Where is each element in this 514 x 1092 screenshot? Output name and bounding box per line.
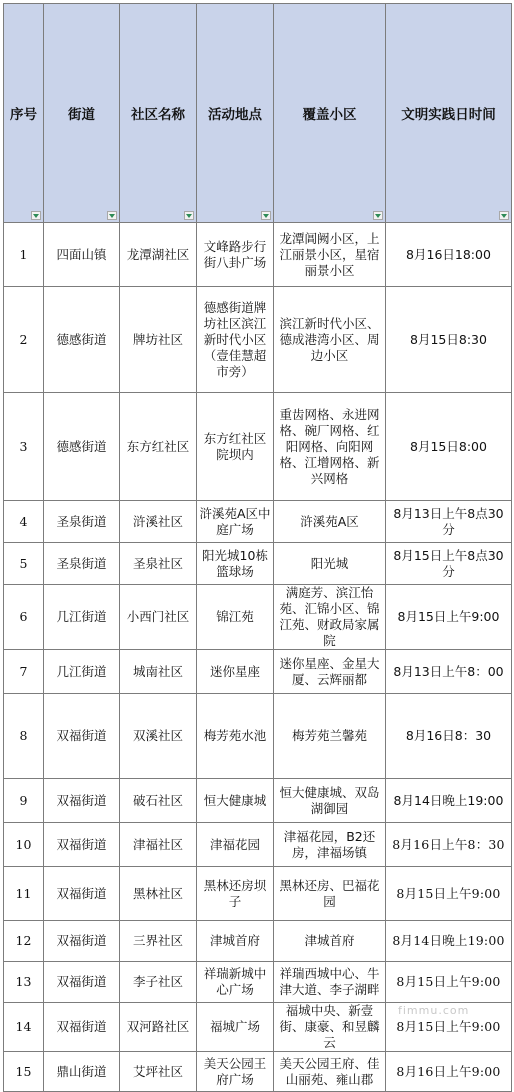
table-row[interactable] [4, 867, 512, 921]
header-cell-street[interactable] [44, 4, 120, 223]
cell-coverage[interactable]: 浒溪苑A区 [274, 501, 386, 543]
cell-venue[interactable]: 祥瑞新城中心广场 [197, 962, 274, 1003]
cell-venue[interactable]: 浒溪苑A区中庭广场 [197, 501, 274, 543]
filter-dropdown-icon[interactable] [31, 211, 41, 220]
cell-street[interactable]: 双福街道 [44, 962, 120, 1003]
cell-venue[interactable]: 文峰路步行街八卦广场 [197, 223, 274, 287]
cell-time[interactable]: 8月14日晚上19:00 [386, 921, 512, 962]
cell-street[interactable]: 几江街道 [44, 585, 120, 650]
cell-seq[interactable]: 4 [4, 501, 44, 543]
header-label: 覆盖小区 [302, 107, 357, 123]
cell-community[interactable]: 津福社区 [120, 823, 197, 867]
cell-venue[interactable]: 德感街道牌坊社区滨江新时代小区（壹佳慧超市旁） [197, 287, 274, 393]
cell-time[interactable]: 8月15日8:00 [386, 393, 512, 501]
cell-coverage[interactable]: 福城中央、新壹街、康豪、和昱麟云 [274, 1003, 386, 1052]
cell-street[interactable]: 双福街道 [44, 867, 120, 921]
cell-street[interactable]: 几江街道 [44, 650, 120, 694]
cell-street[interactable]: 四面山镇 [44, 223, 120, 287]
cell-community[interactable]: 李子社区 [120, 962, 197, 1003]
header-label: 社区名称 [131, 107, 185, 123]
header-label: 活动地点 [208, 107, 262, 123]
cell-venue[interactable]: 阳光城10栋篮球场 [197, 543, 274, 585]
cell-street[interactable]: 双福街道 [44, 779, 120, 823]
cell-community[interactable]: 双溪社区 [120, 694, 197, 779]
cell-seq[interactable]: 3 [4, 393, 44, 501]
cell-community[interactable]: 黑林社区 [120, 867, 197, 921]
cell-street[interactable]: 双福街道 [44, 921, 120, 962]
cell-time[interactable]: 8月15日上午8点30分 [386, 543, 512, 585]
header-label: 文明实践日时间 [401, 107, 496, 123]
cell-community[interactable]: 龙潭湖社区 [120, 223, 197, 287]
cell-time[interactable]: 8月15日上午9:00 [386, 1003, 512, 1052]
cell-time[interactable]: 8月13日上午8点30分 [386, 501, 512, 543]
cell-venue[interactable]: 福城广场 [197, 1003, 274, 1052]
header-row [4, 4, 512, 223]
header-label: 序号 [10, 107, 37, 123]
cell-community[interactable]: 破石社区 [120, 779, 197, 823]
header-cell-venue[interactable] [197, 4, 274, 223]
cell-community[interactable]: 三界社区 [120, 921, 197, 962]
cell-seq[interactable]: 10 [4, 823, 44, 867]
cell-seq[interactable]: 9 [4, 779, 44, 823]
cell-coverage[interactable]: 黑林还房、巴福花园 [274, 867, 386, 921]
header-cell-coverage[interactable] [274, 4, 386, 223]
filter-dropdown-icon[interactable] [373, 211, 383, 220]
cell-community[interactable]: 城南社区 [120, 650, 197, 694]
cell-time[interactable]: 8月15日8:30 [386, 287, 512, 393]
header-cell-time[interactable] [386, 4, 512, 223]
cell-time[interactable]: 8月16日上午8：30 [386, 823, 512, 867]
cell-venue[interactable]: 迷你星座 [197, 650, 274, 694]
cell-seq[interactable]: 15 [4, 1052, 44, 1092]
cell-seq[interactable]: 5 [4, 543, 44, 585]
cell-street[interactable]: 双福街道 [44, 694, 120, 779]
filter-dropdown-icon[interactable] [499, 211, 509, 220]
cell-coverage[interactable]: 重齿网格、永进网格、碗厂网格、红阳网格、向阳网格、江增网格、新兴网格 [274, 393, 386, 501]
cell-coverage[interactable]: 美天公园王府、佳山丽苑、雍山郡 [274, 1052, 386, 1092]
cell-coverage[interactable]: 津福花园，B2还房，津福场镇 [274, 823, 386, 867]
table-row[interactable] [4, 223, 512, 287]
filter-dropdown-icon[interactable] [107, 211, 117, 220]
cell-street[interactable]: 圣泉街道 [44, 501, 120, 543]
cell-street[interactable]: 双福街道 [44, 1003, 120, 1052]
header-label: 街道 [68, 107, 95, 123]
cell-time[interactable]: 8月15日上午9:00 [386, 962, 512, 1003]
cell-venue[interactable]: 津福花园 [197, 823, 274, 867]
watermark: fimmu.com [398, 1004, 470, 1017]
cell-venue[interactable]: 美天公园王府广场 [197, 1052, 274, 1092]
cell-coverage[interactable]: 滨江新时代小区、德成港湾小区、周边小区 [274, 287, 386, 393]
cell-venue[interactable]: 东方红社区院坝内 [197, 393, 274, 501]
header-cell-seq[interactable] [4, 4, 44, 223]
cell-community[interactable]: 东方红社区 [120, 393, 197, 501]
cell-time[interactable]: 8月16日上午9:00 [386, 1052, 512, 1092]
cell-time[interactable]: 8月16日8：30 [386, 694, 512, 779]
cell-community[interactable]: 浒溪社区 [120, 501, 197, 543]
cell-venue[interactable]: 恒大健康城 [197, 779, 274, 823]
table-row[interactable] [4, 779, 512, 823]
cell-street[interactable]: 圣泉街道 [44, 543, 120, 585]
cell-community[interactable]: 双河路社区 [120, 1003, 197, 1052]
filter-dropdown-icon[interactable] [261, 211, 271, 220]
table-row[interactable] [4, 393, 512, 501]
cell-seq[interactable]: 13 [4, 962, 44, 1003]
filter-dropdown-icon[interactable] [184, 211, 194, 220]
cell-coverage[interactable]: 梅芳苑兰馨苑 [274, 694, 386, 779]
table-row[interactable] [4, 1052, 512, 1092]
cell-coverage[interactable]: 龙潭阊阙小区，上江丽景小区，星宿丽景小区 [274, 223, 386, 287]
table-row[interactable] [4, 650, 512, 694]
cell-street[interactable]: 鼎山街道 [44, 1052, 120, 1092]
cell-coverage[interactable]: 迷你星座、金星大厦、云辉丽都 [274, 650, 386, 694]
cell-community[interactable]: 圣泉社区 [120, 543, 197, 585]
cell-time[interactable]: 8月15日上午9:00 [386, 867, 512, 921]
cell-coverage[interactable]: 津城首府 [274, 921, 386, 962]
cell-seq[interactable]: 12 [4, 921, 44, 962]
cell-street[interactable]: 德感街道 [44, 393, 120, 501]
cell-venue[interactable]: 梅芳苑水池 [197, 694, 274, 779]
cell-venue[interactable]: 锦江苑 [197, 585, 274, 650]
cell-community[interactable]: 小西门社区 [120, 585, 197, 650]
cell-seq[interactable]: 8 [4, 694, 44, 779]
cell-seq[interactable]: 1 [4, 223, 44, 287]
table-row[interactable] [4, 585, 512, 650]
cell-seq[interactable]: 7 [4, 650, 44, 694]
data-table [3, 3, 512, 1092]
header-cell-community[interactable] [120, 4, 197, 223]
table-row[interactable] [4, 501, 512, 543]
table-row[interactable] [4, 823, 512, 867]
cell-time[interactable]: 8月14日晚上19:00 [386, 779, 512, 823]
cell-street[interactable]: 德感街道 [44, 287, 120, 393]
cell-seq[interactable]: 11 [4, 867, 44, 921]
cell-coverage[interactable]: 满庭芳、滨江怡苑、汇锦小区、锦江苑、财政局家属院 [274, 585, 386, 650]
cell-time[interactable]: 8月16日18:00 [386, 223, 512, 287]
cell-street[interactable]: 双福街道 [44, 823, 120, 867]
table-row[interactable] [4, 694, 512, 779]
cell-seq[interactable]: 2 [4, 287, 44, 393]
cell-seq[interactable]: 14 [4, 1003, 44, 1052]
cell-seq[interactable]: 6 [4, 585, 44, 650]
table-row[interactable] [4, 921, 512, 962]
table-row[interactable] [4, 543, 512, 585]
table-row[interactable] [4, 287, 512, 393]
cell-venue[interactable]: 津城首府 [197, 921, 274, 962]
table-row[interactable] [4, 962, 512, 1003]
cell-coverage[interactable]: 恒大健康城、双岛湖御园 [274, 779, 386, 823]
cell-venue[interactable]: 黑林还房坝子 [197, 867, 274, 921]
cell-community[interactable]: 艾坪社区 [120, 1052, 197, 1092]
cell-coverage[interactable]: 阳光城 [274, 543, 386, 585]
cell-community[interactable]: 牌坊社区 [120, 287, 197, 393]
cell-time[interactable]: 8月15日上午9:00 [386, 585, 512, 650]
table-row[interactable] [4, 1003, 512, 1052]
cell-time[interactable]: 8月13日上午8：00 [386, 650, 512, 694]
cell-coverage[interactable]: 祥瑞西城中心、牛津大道、李子湖畔 [274, 962, 386, 1003]
